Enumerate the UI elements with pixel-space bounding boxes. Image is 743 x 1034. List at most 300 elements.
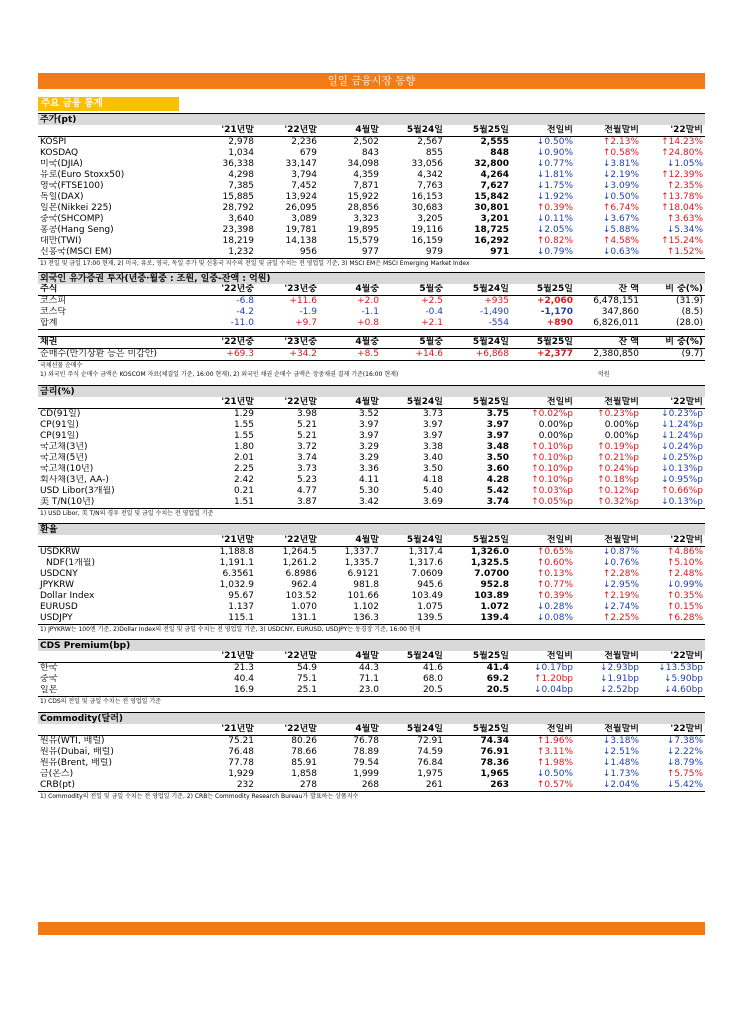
column-header: 4월말: [319, 397, 381, 409]
column-header: 5월24일: [445, 337, 511, 349]
table-row: [38, 602, 705, 613]
table-cell: +2,377: [536, 349, 573, 359]
column-header: 비 중(%): [641, 284, 705, 296]
table-cell: ↑0.15%: [666, 602, 703, 612]
row-label: CRB(pt): [40, 780, 75, 790]
row-label: 일본(Nikkei 225): [40, 203, 112, 213]
table-cell: ↑6.74%: [602, 203, 639, 213]
table-cell: ↑0.23%p: [597, 409, 639, 419]
table-cell: +2,060: [536, 296, 573, 306]
table-row: [38, 685, 705, 697]
table-cell: 77.78: [228, 758, 254, 768]
table-cell: 3.97: [358, 431, 379, 441]
table-row: [38, 442, 705, 453]
table-cell: ↑1.20bp: [533, 674, 573, 684]
row-label: CD(91일): [40, 409, 81, 419]
row-label: 국고채(5년): [40, 453, 88, 463]
table-cell: 74.59: [417, 747, 443, 757]
table-cell: 0.21: [233, 486, 254, 496]
table-cell: ↓0.11%: [536, 214, 573, 224]
column-header: '21년말: [196, 724, 256, 736]
table-cell: 76.48: [228, 747, 254, 757]
table-cell: ↓0.08%: [536, 613, 573, 623]
table-cell: ↑0.13%: [536, 569, 573, 579]
table-cell: ↑0.66%p: [661, 486, 703, 496]
column-header: 5월25일: [445, 535, 511, 547]
table-cell: 3.50: [486, 453, 509, 463]
column-header: 전일비: [511, 125, 575, 137]
column-header: 5월25일: [445, 125, 511, 137]
table-cell: ↓1.48%: [602, 758, 639, 768]
table-cell: 1,188.8: [219, 547, 254, 557]
table-cell: 15,922: [347, 192, 379, 202]
table-cell: 1.55: [233, 420, 254, 430]
table-row: [38, 296, 705, 308]
table-cell: ↑24.80%: [661, 148, 703, 158]
table-cell: 15,842: [474, 192, 509, 202]
row-label: 국고채(3년): [40, 442, 88, 452]
table-cell: ↑2.25%: [602, 613, 639, 623]
table-cell: 1.102: [353, 602, 379, 612]
column-header: 4월말: [319, 125, 381, 137]
table-cell: 5.40: [422, 486, 443, 496]
table-cell: ↓5.90bp: [663, 674, 703, 684]
table-cell: ↓0.87%: [602, 547, 639, 557]
column-header: 4월중: [319, 337, 381, 349]
table-cell: ↓0.95%p: [661, 475, 703, 485]
table-cell: ↑13.78%: [661, 192, 703, 202]
table-cell: 139.4: [480, 613, 509, 623]
table-cell: 2,567: [417, 137, 443, 147]
table-cell: 3.69: [422, 497, 443, 507]
table-cell: ↓0.23%p: [661, 409, 703, 419]
table-row: [38, 453, 705, 464]
column-header: 잔 액: [575, 337, 641, 349]
table-cell: 26,095: [285, 203, 317, 213]
table-cell: 5.21: [296, 420, 317, 430]
table-cell: ↑2.35%: [666, 181, 703, 191]
table-cell: 1,317.6: [408, 558, 443, 568]
table-cell: 1,858: [291, 769, 317, 779]
table-cell: ↑0.10%p: [531, 475, 573, 485]
table-row: [38, 547, 705, 559]
table-cell: ↓4.60bp: [663, 685, 703, 695]
column-header: [38, 397, 196, 409]
table-cell: 3.48: [486, 442, 509, 452]
table-row: [38, 486, 705, 497]
column-header: 5월25일: [511, 337, 575, 349]
table-cell: ↓13.53bp: [658, 663, 703, 673]
table-cell: 14,138: [285, 236, 317, 246]
table-cell: 4,342: [417, 170, 443, 180]
table-cell: +2.1: [421, 318, 443, 328]
table-cell: 23.0: [358, 685, 379, 695]
table-cell: ↓0.50%: [536, 769, 573, 779]
table-row: [38, 736, 705, 748]
table-cell: ↑0.21%p: [597, 453, 639, 463]
column-header: 전월말비: [575, 535, 641, 547]
report-title: 일일 금융시장 동향: [38, 73, 705, 89]
rates-section: [38, 385, 705, 518]
table-cell: 33,147: [285, 159, 317, 169]
row-label: 원유(Brent, 배럴): [40, 758, 112, 768]
table-cell: 1,325.5: [470, 558, 509, 568]
table-cell: ↓2.74%: [602, 602, 639, 612]
table-cell: 19,895: [347, 225, 379, 235]
table-row: [38, 780, 705, 792]
table-cell: +34.2: [289, 349, 317, 359]
foreign-stock-table: [38, 284, 705, 330]
table-cell: ↑0.39%: [536, 203, 573, 213]
table-cell: 6.3561: [222, 569, 254, 579]
table-cell: ↓0.99%: [666, 580, 703, 590]
table-row: [38, 420, 705, 431]
table-cell: 855: [425, 148, 443, 158]
table-row: [38, 318, 705, 330]
table-cell: 23,398: [222, 225, 254, 235]
table-cell: 28,856: [347, 203, 379, 213]
column-header: 전일비: [511, 397, 575, 409]
table-row: [38, 663, 705, 675]
table-row: [38, 181, 705, 192]
table-cell: ↓0.76%: [602, 558, 639, 568]
table-cell: 13,924: [285, 192, 317, 202]
table-cell: ↓1.05%: [666, 159, 703, 169]
table-cell: -1,490: [479, 307, 509, 317]
row-label: 중국(SHCOMP): [40, 214, 104, 224]
table-cell: 5.21: [296, 431, 317, 441]
table-cell: 7,385: [228, 181, 254, 191]
table-cell: 1,032.9: [219, 580, 254, 590]
table-cell: 1.51: [233, 497, 254, 507]
table-row: [38, 137, 705, 149]
row-label: KOSDAQ: [40, 148, 79, 158]
column-header: [38, 651, 196, 663]
table-cell: ↑0.12%p: [597, 486, 639, 496]
table-cell: -554: [488, 318, 509, 328]
table-cell: ↓2.05%: [536, 225, 573, 235]
table-cell: 3,323: [353, 214, 379, 224]
row-label: KOSPI: [40, 137, 67, 147]
table-cell: 7,452: [291, 181, 317, 191]
table-cell: ↓5.42%: [666, 780, 703, 790]
table-cell: ↑0.77%: [536, 580, 573, 590]
column-header: 전월말비: [575, 125, 641, 137]
table-cell: -6.8: [236, 296, 254, 306]
table-cell: ↓3.67%: [602, 214, 639, 224]
table-cell: 952.8: [480, 580, 509, 590]
table-cell: 4.77: [296, 486, 317, 496]
commodity-section: [38, 712, 705, 801]
table-cell: 20.5: [422, 685, 443, 695]
table-cell: 3,089: [291, 214, 317, 224]
table-cell: -1.9: [299, 307, 317, 317]
rates-section-title: 금리(%): [38, 385, 705, 397]
table-cell: ↑0.35%: [666, 591, 703, 601]
column-header: 잔 액: [575, 284, 641, 296]
table-cell: 5.30: [358, 486, 379, 496]
table-cell: 6.9121: [347, 569, 379, 579]
table-row: [38, 247, 705, 259]
table-cell: 44.3: [358, 663, 379, 673]
commodity-table: [38, 724, 705, 792]
column-header: '22년말: [256, 397, 319, 409]
table-cell: 5.42: [486, 486, 509, 496]
column-header: 5월24일: [381, 651, 445, 663]
table-cell: ↑0.24%p: [597, 464, 639, 474]
table-cell: 3,201: [480, 214, 509, 224]
table-cell: 15,579: [347, 236, 379, 246]
foreign-section: [38, 272, 705, 379]
table-cell: ↓5.88%: [602, 225, 639, 235]
table-row: [38, 349, 705, 361]
table-cell: ↓0.50%: [602, 192, 639, 202]
table-cell: 19,781: [285, 225, 317, 235]
table-cell: ↑2.48%: [666, 569, 703, 579]
table-cell: ↑0.18%p: [597, 475, 639, 485]
table-cell: 3.36: [358, 464, 379, 474]
column-header: 5월중: [381, 337, 445, 349]
stocks-section-title: 주가(pt): [38, 113, 705, 125]
table-cell: ↑0.10%p: [531, 464, 573, 474]
table-cell: 981.8: [353, 580, 379, 590]
table-row: [38, 497, 705, 509]
table-cell: 15,885: [222, 192, 254, 202]
table-cell: +2.0: [357, 296, 379, 306]
table-row: [38, 591, 705, 602]
table-cell: 1.137: [228, 602, 254, 612]
table-cell: 1,261.2: [282, 558, 317, 568]
table-cell: 3.97: [486, 420, 509, 430]
table-cell: ↑1.98%: [536, 758, 573, 768]
table-row: [38, 203, 705, 214]
column-header: 5월24일: [381, 125, 445, 137]
table-cell: 7,627: [480, 181, 509, 191]
table-cell: ↑15.24%: [661, 236, 703, 246]
column-header: '22년중: [196, 337, 256, 349]
table-cell: 1,335.7: [344, 558, 379, 568]
table-cell: ↓8.79%: [666, 758, 703, 768]
column-header: '22년말: [256, 651, 319, 663]
table-cell: 268: [361, 780, 379, 790]
table-row: [38, 409, 705, 421]
column-header: 주식: [38, 284, 196, 296]
column-header: '23년중: [256, 284, 319, 296]
table-cell: 4,264: [480, 170, 509, 180]
foreign-note-text: 1) 외국인 주식 순매수 금액은 KOSCOM 자료(체결일 기준, 16:00 현재), 2) 외국인 채권 순매수 금액은 장중채권 결제 기준(16:00 현재): [40, 371, 399, 378]
column-header: 전월말비: [575, 651, 641, 663]
table-cell: ↑0.32%p: [597, 497, 639, 507]
table-header-row: [38, 284, 705, 296]
table-cell: ↑3.11%: [536, 747, 573, 757]
table-cell: 76.84: [417, 758, 443, 768]
table-cell: ↑5.10%: [666, 558, 703, 568]
table-cell: 30,801: [474, 203, 509, 213]
row-label: CP(91일): [40, 431, 79, 441]
table-row: [38, 674, 705, 685]
table-cell: 76.91: [480, 747, 509, 757]
table-cell: +6,868: [475, 349, 509, 359]
table-cell: 278: [299, 780, 317, 790]
table-cell: ↓1.81%: [536, 170, 573, 180]
table-cell: ↑0.57%: [536, 780, 573, 790]
table-cell: 962.4: [291, 580, 317, 590]
table-cell: 1.075: [417, 602, 443, 612]
table-cell: 32,800: [474, 159, 509, 169]
column-header: '22년말: [256, 535, 319, 547]
table-cell: 1.80: [233, 442, 254, 452]
fx-section: [38, 523, 705, 634]
row-label: 중국: [40, 674, 58, 684]
table-cell: 4,298: [228, 170, 254, 180]
table-cell: 2.25: [233, 464, 254, 474]
table-cell: 971: [490, 247, 509, 257]
table-cell: (9.7): [681, 349, 703, 359]
table-cell: 7.0700: [474, 569, 509, 579]
table-cell: ↓2.04%: [602, 780, 639, 790]
table-cell: ↑0.10%p: [531, 453, 573, 463]
table-cell: ↑4.58%: [602, 236, 639, 246]
table-cell: 3,205: [417, 214, 443, 224]
rates-note: 1) USD Libor, 美 T/N의 경우 전일 및 금일 수치는 전 영업일 기준: [40, 510, 214, 517]
table-cell: 1.29: [233, 409, 254, 419]
stocks-note: 1) 전일 및 금일 17:00 현재, 2) 미국, 유로, 영국, 독일 주가 및 신흥국 지수의 전일 및 금일 수치는 전 영업일 기준, 3) MSCI EM은 MSCI Emerging Market Index: [40, 260, 470, 267]
row-label: 대만(TWI): [40, 236, 82, 246]
table-cell: 30,683: [411, 203, 443, 213]
table-row: [38, 747, 705, 758]
table-cell: ↓2.51%: [602, 747, 639, 757]
table-cell: -0.4: [425, 307, 443, 317]
column-header: '22말비: [641, 724, 705, 736]
table-cell: ↑6.28%: [666, 613, 703, 623]
table-cell: 3.72: [296, 442, 317, 452]
table-cell: 28,792: [222, 203, 254, 213]
table-cell: ↓1.24%p: [661, 431, 703, 441]
table-cell: (8.5): [681, 307, 703, 317]
row-label: 국고채(10년): [40, 464, 94, 474]
table-cell: 131.1: [291, 613, 317, 623]
column-header: '21년말: [196, 651, 256, 663]
row-label: 원유(Dubai, 배럴): [40, 747, 114, 757]
table-cell: ↑0.82%: [536, 236, 573, 246]
table-cell: 3.97: [358, 420, 379, 430]
column-header: '22말비: [641, 397, 705, 409]
table-header-row: [38, 337, 705, 349]
table-cell: 3.42: [358, 497, 379, 507]
table-cell: 76.78: [353, 736, 379, 746]
table-cell: 1,317.4: [408, 547, 443, 557]
column-header: 채권: [38, 337, 196, 349]
table-cell: 2,502: [353, 137, 379, 147]
table-cell: 945.6: [417, 580, 443, 590]
table-cell: 1,034: [228, 148, 254, 158]
table-cell: ↑0.60%: [536, 558, 573, 568]
table-cell: ↑1.96%: [536, 736, 573, 746]
table-row: [38, 580, 705, 591]
table-cell: ↓2.19%: [602, 170, 639, 180]
table-row: [38, 558, 705, 569]
table-cell: ↓0.90%: [536, 148, 573, 158]
column-header: '21년말: [196, 125, 256, 137]
table-cell: 4.28: [486, 475, 509, 485]
table-cell: +2.5: [421, 296, 443, 306]
column-header: 전일비: [511, 651, 575, 663]
foreign-note-unit: 억원: [598, 371, 610, 378]
row-label: 미국(DJIA): [40, 159, 83, 169]
table-cell: 3.98: [296, 409, 317, 419]
table-cell: 2.01: [233, 453, 254, 463]
report-subtitle: 주요 금융 통계: [38, 97, 179, 111]
table-cell: 18,725: [474, 225, 509, 235]
table-cell: ↑2.19%: [602, 591, 639, 601]
table-cell: ↓1.92%: [536, 192, 573, 202]
row-label: 영국(FTSE100): [40, 181, 104, 191]
column-header: 5월25일: [445, 651, 511, 663]
row-label: 독일(DAX): [40, 192, 84, 202]
stocks-table: [38, 125, 705, 259]
table-cell: 79.54: [353, 758, 379, 768]
table-row: [38, 170, 705, 181]
row-label: USDKRW: [40, 547, 80, 557]
table-cell: 2.42: [233, 475, 254, 485]
table-cell: 139.5: [417, 613, 443, 623]
row-label: 코스닥: [40, 307, 67, 317]
table-cell: 40.4: [233, 674, 254, 684]
table-cell: +0.8: [357, 318, 379, 328]
table-cell: ↓0.28%: [536, 602, 573, 612]
table-cell: 78.36: [480, 758, 509, 768]
foreign-section-title: 외국인 유가증권 투자(년중·월중 : 조원, 일중-잔액 : 억원): [38, 272, 705, 284]
table-header-row: [38, 397, 705, 409]
table-row: [38, 431, 705, 442]
table-cell: 3,640: [228, 214, 254, 224]
table-cell: 6,826,011: [593, 318, 639, 328]
table-cell: ↓2.22%: [666, 747, 703, 757]
table-cell: ↑0.03%p: [531, 486, 573, 496]
row-label: NDF(1개월): [46, 558, 95, 568]
fx-note: 1) JPYKRW는 100엔 기준, 2)Dollar Index의 전일 및 금일 수치는 전 영업일 기준, 3) USDCNY, EURUSD, USDJPY는 동경장 기준, 16:00 현재: [40, 626, 421, 633]
table-cell: 69.2: [486, 674, 509, 684]
table-cell: 0.00%p: [604, 420, 639, 430]
row-label: 신흥국(MSCI EM): [40, 247, 112, 257]
table-cell: 7,871: [353, 181, 379, 191]
table-cell: 3.38: [422, 442, 443, 452]
table-cell: 21.3: [233, 663, 254, 673]
row-label: CP(91일): [40, 420, 79, 430]
table-cell: 3.97: [422, 420, 443, 430]
table-cell: ↓0.63%: [602, 247, 639, 257]
table-row: [38, 769, 705, 780]
table-row: [38, 464, 705, 475]
column-header: [38, 125, 196, 137]
rates-table: [38, 397, 705, 509]
table-cell: +890: [546, 318, 573, 328]
table-cell: ↑0.02%p: [531, 409, 573, 419]
row-label: Dollar Index: [40, 591, 95, 601]
table-cell: 54.9: [296, 663, 317, 673]
table-cell: 3,794: [291, 170, 317, 180]
row-label: 홍콩(Hang Seng): [40, 225, 114, 235]
column-header: 전일비: [511, 724, 575, 736]
table-cell: ↓0.50%: [536, 137, 573, 147]
table-cell: 4.11: [358, 475, 379, 485]
table-cell: 3.75: [486, 409, 509, 419]
table-cell: 20.5: [486, 685, 509, 695]
table-cell: 1,929: [228, 769, 254, 779]
table-cell: 1.55: [233, 431, 254, 441]
table-cell: 72.91: [417, 736, 443, 746]
table-row: [38, 307, 705, 318]
